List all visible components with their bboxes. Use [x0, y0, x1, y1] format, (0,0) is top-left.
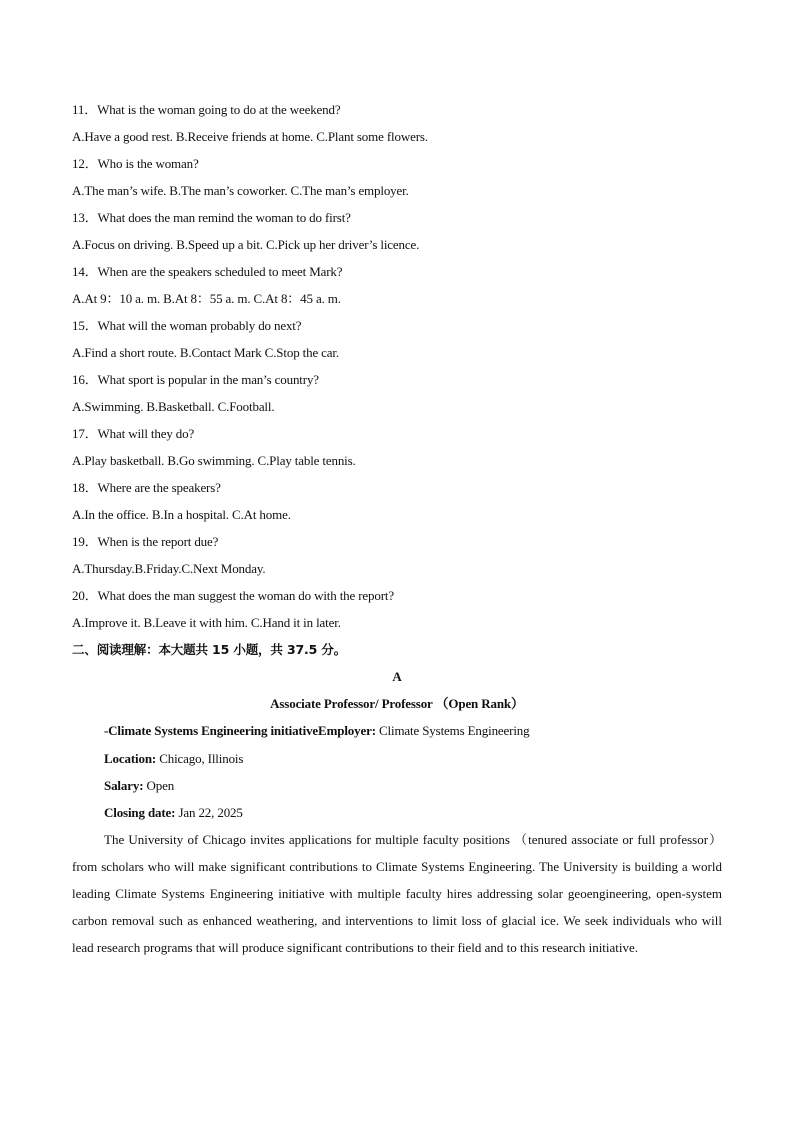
options-15: A.Find a short route. B.Contact Mark C.Stop the car. — [72, 345, 339, 360]
location-value: Chicago, Illinois — [156, 751, 244, 766]
question-11: 11．What is the woman going to do at the weekend? — [72, 102, 341, 117]
passage-paragraph: The University of Chicago invites applications for multiple faculty positions （tenured associate or full professor） from scholars who will make significant contributions to Climate Systems Engineering. The University is building a world leading Climate Systems Engineering initiative with multiple faculty hires addressing solar geoengineering, open-system carbon removal such as enhanced weathering, and interventions to limit loss of glacial ice. We seek individuals who will lead research programs that will produce significant contributions to their field and to this research initiative. — [72, 832, 722, 955]
salary-label: Salary: — [104, 778, 144, 793]
options-17: A.Play basketball. B.Go swimming. C.Play table tennis. — [72, 453, 356, 468]
question-19: 19．When is the report due? — [72, 534, 219, 549]
question-12: 12．Who is the woman? — [72, 156, 199, 171]
passage-letter: A — [392, 669, 402, 684]
options-18: A.In the office. B.In a hospital. C.At home. — [72, 507, 291, 522]
question-16: 16．What sport is popular in the man’s country? — [72, 372, 319, 387]
question-14: 14．When are the speakers scheduled to meet Mark? — [72, 264, 343, 279]
closing-label: Closing date: — [104, 805, 176, 820]
job-title: Associate Professor/ Professor （Open Rank） — [270, 696, 524, 711]
initiative-value: Climate Systems Engineering — [375, 723, 530, 738]
options-12: A.The man’s wife. B.The man’s coworker. C.The man’s employer. — [72, 183, 409, 198]
job-closing-line — [104, 805, 243, 821]
options-19: A.Thursday.B.Friday.C.Next Monday. — [72, 561, 266, 576]
options-13: A.Focus on driving. B.Speed up a bit. C.Pick up her driver’s licence. — [72, 237, 420, 252]
job-location-line — [104, 751, 243, 767]
options-20: A.Improve it. B.Leave it with him. C.Hand it in later. — [72, 615, 341, 630]
section-heading: 二、阅读理解：本大题共 15 小题，共 37.5 分。 — [72, 642, 347, 657]
options-11: A.Have a good rest. B.Receive friends at home. C.Plant some flowers. — [72, 129, 428, 144]
question-15: 15．What will the woman probably do next? — [72, 318, 302, 333]
location-label: Location: — [104, 751, 157, 766]
closing-value: Jan 22, 2025 — [175, 805, 243, 820]
question-17: 17．What will they do? — [72, 426, 195, 441]
salary-value: Open — [143, 778, 175, 793]
initiative-label: -Climate Systems Engineering initiativeEmployer: — [104, 723, 376, 738]
question-18: 18．Where are the speakers? — [72, 480, 221, 495]
question-20: 20．What does the man suggest the woman do with the report? — [72, 588, 395, 603]
job-salary-line — [104, 778, 174, 794]
options-16: A.Swimming. B.Basketball. C.Football. — [72, 399, 275, 414]
options-14: A.At 9：10 a. m. B.At 8：55 a. m. C.At 8：45 a. m. — [72, 291, 341, 306]
question-13: 13．What does the man remind the woman to do first? — [72, 210, 351, 225]
job-initiative-line — [104, 723, 530, 739]
